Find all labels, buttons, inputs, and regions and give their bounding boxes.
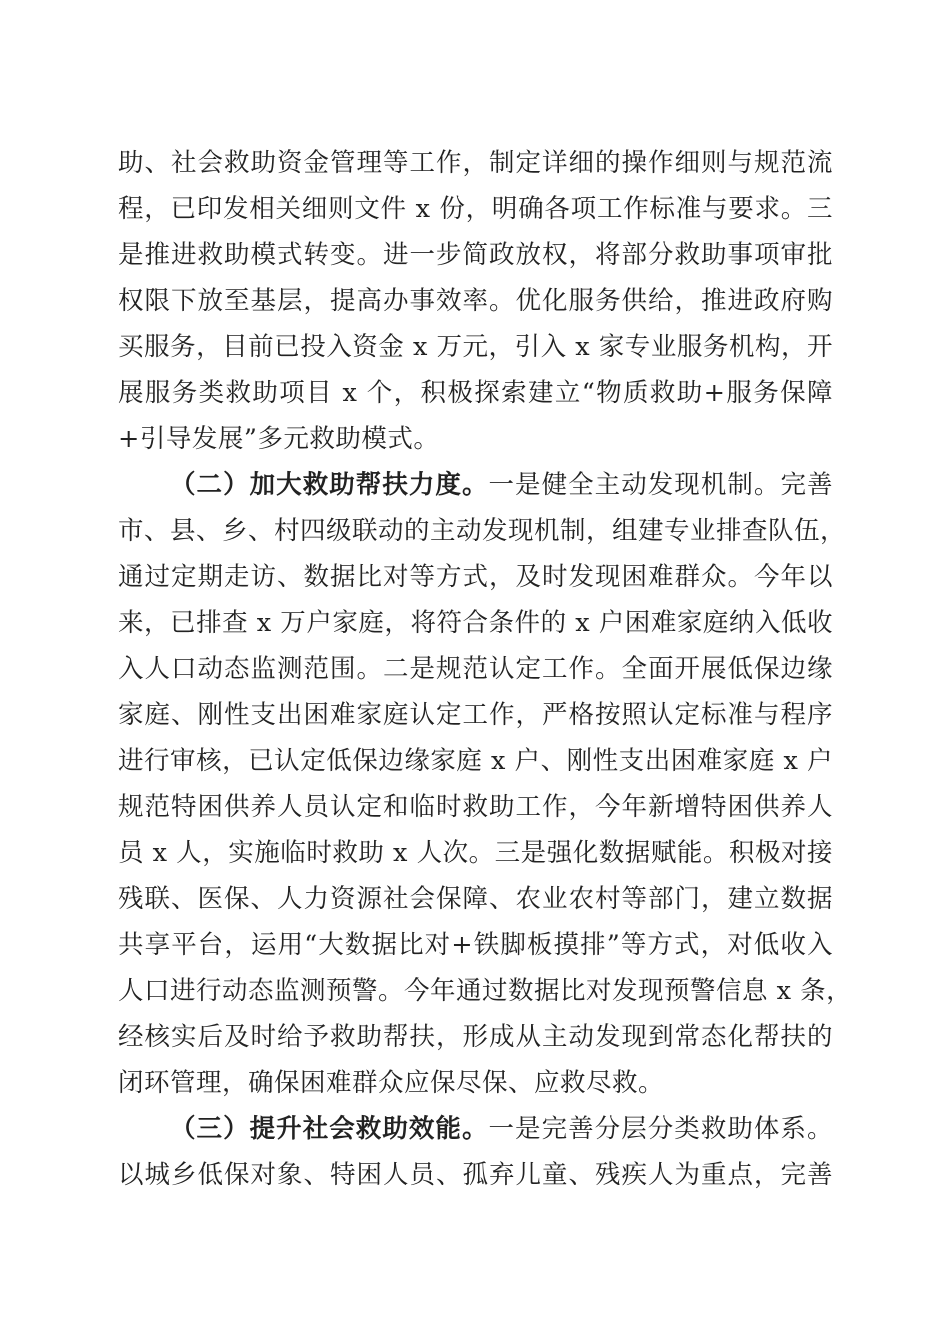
paragraph-2-line-2: 市、县、乡、村四级联动的主动发现机制，组建专业排查队伍， [118, 516, 847, 546]
paragraph-1-line-3: 是推进救助模式转变。进一步简政放权，将部分救助事项审批 [118, 240, 833, 270]
paragraph-2-line-7: 进行审核，已认定低保边缘家庭 x 户、刚性支出困难家庭 x 户 [118, 746, 833, 776]
paragraph-2-line-14: 闭环管理，确保困难群众应保尽保、应救尽救。 [118, 1068, 665, 1098]
paragraph-2-line-12: 人口进行动态监测预警。今年通过数据比对发现预警信息 x 条， [118, 976, 853, 1006]
paragraph-3-line-1 [170, 1111, 833, 1147]
paragraph-1-line-6: 展服务类救助项目 x 个，积极探索建立“物质救助+服务保障 [118, 378, 833, 408]
paragraph-3-line-1-text: 一是完善分层分类救助体系。 [488, 1114, 833, 1144]
paragraph-1-line-7: +引导发展”多元救助模式。 [118, 424, 440, 454]
paragraph-2-line-8: 规范特困供养人员认定和临时救助工作，今年新增特困供养人 [118, 792, 833, 822]
paragraph-2-line-1-text: 一是健全主动发现机制。完善 [488, 470, 833, 500]
paragraph-3-line-2: 以城乡低保对象、特困人员、孤弃儿童、残疾人为重点，完善 [118, 1160, 833, 1190]
paragraph-2-line-9: 员 x 人，实施临时救助 x 人次。三是强化数据赋能。积极对接 [118, 838, 833, 868]
paragraph-1-line-5: 买服务，目前已投入资金 x 万元，引入 x 家专业服务机构，开 [118, 332, 833, 362]
paragraph-1-line-4: 权限下放至基层，提高办事效率。优化服务供给，推进政府购 [118, 286, 833, 316]
paragraph-2-line-11: 共享平台，运用“大数据比对+铁脚板摸排”等方式，对低收入 [118, 930, 833, 960]
section-heading-3: （三）提升社会救助效能。 [170, 1114, 489, 1144]
paragraph-2-line-3: 通过定期走访、数据比对等方式，及时发现困难群众。今年以 [118, 562, 833, 592]
paragraph-1-line-2: 程，已印发相关细则文件 x 份，明确各项工作标准与要求。三 [118, 194, 833, 224]
paragraph-2-line-10: 残联、医保、人力资源社会保障、农业农村等部门，建立数据 [118, 884, 833, 914]
paragraph-2-line-1 [170, 467, 833, 503]
paragraph-1-line-1: 助、社会救助资金管理等工作，制定详细的操作细则与规范流 [118, 148, 833, 178]
paragraph-2-line-6: 家庭、刚性支出困难家庭认定工作，严格按照认定标准与程序 [118, 700, 833, 730]
paragraph-2-line-5: 入人口动态监测范围。二是规范认定工作。全面开展低保边缘 [118, 654, 833, 684]
paragraph-2-line-4: 来，已排查 x 万户家庭，将符合条件的 x 户困难家庭纳入低收 [118, 608, 833, 638]
section-heading-2: （二）加大救助帮扶力度。 [170, 470, 489, 500]
paragraph-2-line-13: 经核实后及时给予救助帮扶，形成从主动发现到常态化帮扶的 [118, 1022, 833, 1052]
